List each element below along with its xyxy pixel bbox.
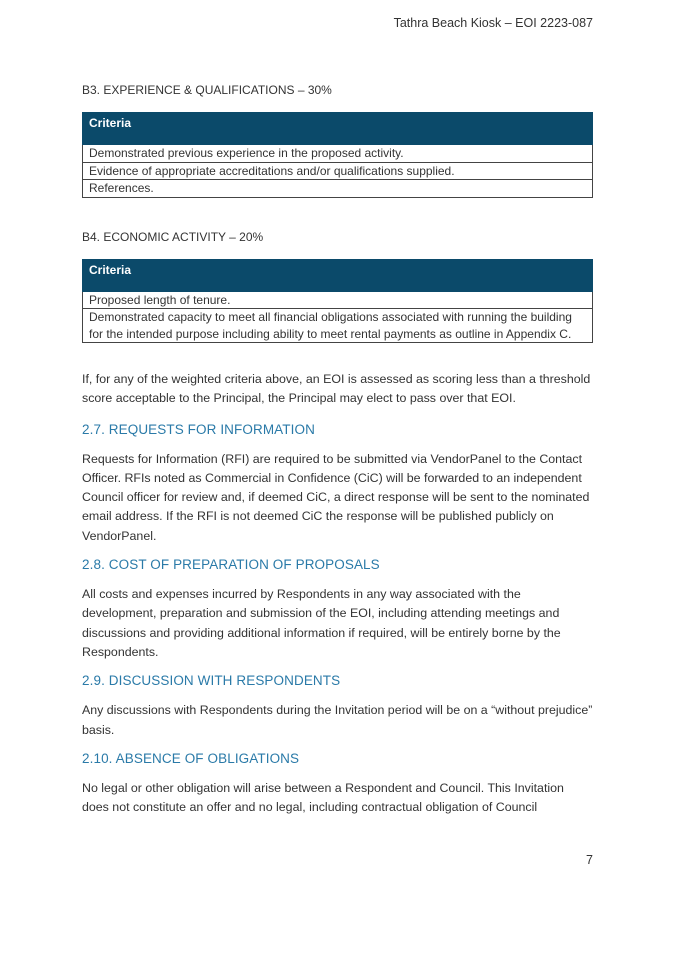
b3-criteria-table	[82, 112, 593, 198]
table-row	[83, 162, 593, 180]
section-heading-discussion: 2.9. DISCUSSION WITH RESPONDENTS	[82, 673, 341, 689]
section-body-obligations: No legal or other obligation will arise between a Respondent and Council. This Invitation does not constitute an offer and no legal, including contractual obligation of Council	[82, 780, 564, 815]
b4-criteria-table	[82, 259, 593, 344]
table-row	[83, 309, 593, 343]
section-body-cost: All costs and expenses incurred by Respondents in any way associated with the development, preparation and submission of the EOI, including attending meetings and discussions and providing additional information if required, will be entirely borne by the Respondents.	[82, 587, 561, 659]
section-body-rfi: Requests for Information (RFI) are required to be submitted via VendorPanel to the Contact Officer. RFIs noted as Commercial in Confidence (CiC) will be forwarded to an independent Council officer for review and, if deemed CiC, a direct response will be sent to the nominated email address. If the RFI is not deemed CiC the response will be published publicly on VendorPanel.	[82, 451, 590, 543]
b3-label: B3. EXPERIENCE & QUALIFICATIONS – 30%	[82, 83, 332, 97]
section-heading-rfi: 2.7. REQUESTS FOR INFORMATION	[82, 421, 315, 437]
table-row	[83, 145, 593, 163]
section-body-discussion: Any discussions with Respondents during the Invitation period will be on a “without prejudice” basis.	[82, 703, 593, 737]
table-cell: Proposed length of tenure.	[83, 291, 593, 309]
page-content	[82, 82, 594, 817]
table-cell: Demonstrated previous experience in the proposed activity.	[83, 145, 593, 163]
table-row	[83, 291, 593, 309]
table-cell: Demonstrated capacity to meet all financial obligations associated with running the building for the intended purpose including ability to meet rental payments as outline in Appendix C.	[83, 309, 593, 343]
section-heading-obligations: 2.10. ABSENCE OF OBLIGATIONS	[82, 750, 300, 766]
table-cell: Evidence of appropriate accreditations and/or qualifications supplied.	[83, 162, 593, 180]
page-number: 7	[586, 853, 593, 867]
table-row	[83, 180, 593, 198]
table-cell: References.	[83, 180, 593, 198]
threshold-paragraph: If, for any of the weighted criteria above, an EOI is assessed as scoring less than a threshold score acceptable to the Principal, the Principal may elect to pass over that EOI.	[82, 372, 591, 406]
b4-criteria-header: Criteria	[83, 259, 593, 291]
b4-label: B4. ECONOMIC ACTIVITY – 20%	[82, 229, 264, 244]
section-heading-cost: 2.8. COST OF PREPARATION OF PROPOSALS	[82, 557, 380, 573]
running-header: Tathra Beach Kiosk – EOI 2223-087	[393, 16, 593, 30]
b3-criteria-header: Criteria	[83, 113, 593, 145]
